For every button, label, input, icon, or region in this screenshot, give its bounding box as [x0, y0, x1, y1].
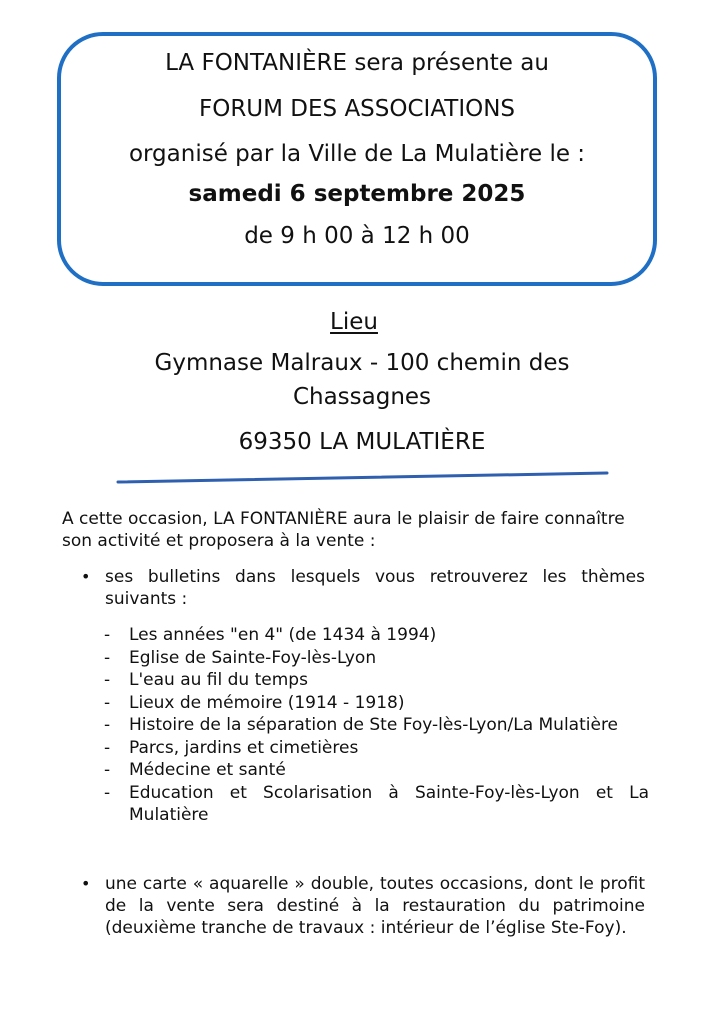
list-item — [104, 692, 649, 715]
bullet-mark: • — [81, 874, 91, 893]
theme-label: Education et Scolarisation à Sainte-Foy-lès-Lyon et La Mulatière — [129, 782, 649, 825]
intro-paragraph: A cette occasion, LA FONTANIÈRE aura le plaisir de faire connaître son activité et proposera à la vente : — [62, 509, 625, 551]
list-item — [104, 714, 649, 737]
announcement-line-2: FORUM DES ASSOCIATIONS — [198, 96, 516, 122]
list-item — [104, 782, 649, 827]
venue-address-line-2: Chassagnes — [292, 384, 432, 410]
offer-bulletins-text: ses bulletins dans lesquels vous retrouverez les thèmes suivants : — [105, 567, 645, 609]
list-item — [104, 647, 649, 670]
theme-label: Histoire de la séparation de Ste Foy-lès-Lyon/La Mulatière — [129, 715, 619, 735]
theme-label: Parcs, jardins et cimetières — [129, 737, 359, 758]
list-item — [104, 624, 649, 647]
announcement-line-3: organisé par la Ville de La Mulatière le : — [128, 141, 586, 167]
dash-mark: - — [104, 625, 111, 645]
announcement-hours: de 9 h 00 à 12 h 00 — [244, 223, 470, 249]
theme-label: Les années "en 4" (de 1434 à 1994) — [129, 625, 437, 645]
venue-address-line-1: Gymnase Malraux - 100 chemin des — [154, 350, 570, 376]
bullet-mark: • — [81, 567, 91, 586]
dash-mark: - — [104, 647, 111, 668]
venue-city: 69350 LA MULATIÈRE — [238, 429, 486, 455]
list-item — [104, 737, 649, 760]
announcement-date: samedi 6 septembre 2025 — [188, 181, 526, 207]
dash-mark: - — [104, 692, 111, 713]
theme-label: Lieux de mémoire (1914 - 1918) — [129, 692, 405, 713]
dash-mark: - — [104, 782, 111, 803]
list-item — [104, 759, 649, 782]
theme-label: L'eau au fil du temps — [129, 670, 308, 690]
offer-card-text: une carte « aquarelle » double, toutes occasions, dont le profit de la vente sera destiné à la restauration du patrimoine (deuxième tranche de travaux : intérieur de l’église Ste-Foy). — [105, 874, 645, 938]
dash-mark: - — [104, 760, 111, 780]
theme-label: Eglise de Sainte-Foy-lès-Lyon — [129, 647, 377, 668]
themes-list — [104, 624, 649, 827]
dash-mark: - — [104, 737, 111, 758]
announcement-line-1: LA FONTANIÈRE sera présente au — [165, 50, 549, 76]
dash-mark: - — [104, 670, 111, 690]
list-item — [104, 669, 649, 692]
theme-label: Médecine et santé — [129, 760, 286, 780]
dash-mark: - — [104, 715, 111, 735]
venue-heading: Lieu — [330, 309, 378, 335]
